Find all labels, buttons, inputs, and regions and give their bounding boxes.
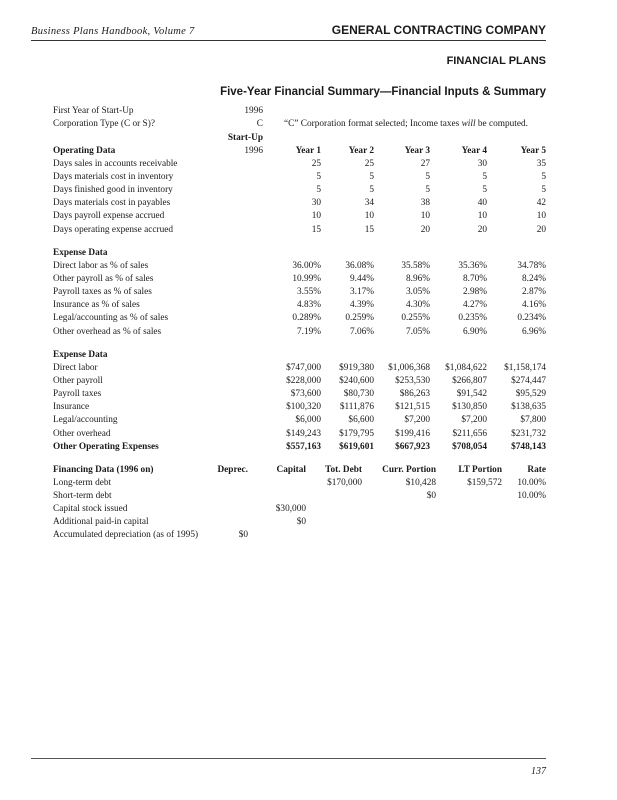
- row-value: 8.96%: [405, 274, 430, 285]
- row-value: $211,656: [452, 428, 487, 439]
- row-label: Direct labor as % of sales: [53, 261, 149, 271]
- financing-capital-value: $30,000: [275, 504, 306, 515]
- startup-year: 1996: [244, 146, 263, 156]
- row-value: $111,876: [339, 402, 374, 413]
- row-label: Other overhead as % of sales: [53, 326, 162, 337]
- row-value: $231,732: [511, 428, 546, 439]
- total-value: $619,601: [339, 441, 374, 452]
- row-value: 3.55%: [296, 287, 321, 298]
- year-header: Year 5: [520, 146, 546, 156]
- row-value: 0.235%: [458, 313, 487, 324]
- row-value: 30: [477, 159, 487, 169]
- row-value: $130,850: [452, 402, 487, 413]
- row-value: $95,529: [515, 389, 546, 400]
- deprec-header: Deprec.: [217, 465, 248, 475]
- row-value: 4.39%: [349, 300, 374, 311]
- row-label: Payroll taxes as % of sales: [53, 287, 152, 298]
- row-value: 25: [364, 159, 374, 169]
- row-value: 35: [536, 159, 546, 169]
- row-value: 10: [364, 211, 374, 222]
- row-value: $747,000: [286, 363, 321, 373]
- rate-header: Rate: [527, 465, 546, 475]
- row-value: 3.17%: [349, 287, 374, 298]
- row-value: 15: [311, 224, 321, 235]
- financing-curr-portion-value: $0: [426, 491, 436, 502]
- row-value: 0.255%: [401, 313, 430, 324]
- row-value: 5: [482, 172, 487, 183]
- row-value: 2.98%: [462, 287, 487, 298]
- row-value: $80,730: [343, 389, 374, 400]
- row-value: 7.05%: [405, 326, 430, 337]
- row-label: Days materials cost in inventory: [53, 172, 174, 183]
- row-value: 4.83%: [296, 300, 321, 311]
- section-title: FINANCIAL PLANS: [446, 55, 546, 67]
- row-label: Other payroll as % of sales: [53, 274, 154, 285]
- row-label: Days materials cost in payables: [53, 198, 171, 209]
- row-value: 4.30%: [405, 300, 430, 311]
- expense-pct-title: Expense Data: [53, 248, 108, 258]
- row-value: $6,000: [295, 415, 321, 426]
- row-value: $1,158,174: [504, 363, 546, 373]
- row-value: $253,530: [395, 376, 430, 387]
- row-value: $138,635: [511, 402, 546, 413]
- row-value: 34: [364, 198, 374, 209]
- row-value: 10: [420, 211, 430, 222]
- year-header: Year 2: [348, 146, 374, 156]
- financing-rate-value: 10.00%: [517, 478, 546, 488]
- total-label: Other Operating Expenses: [53, 441, 159, 452]
- row-value: 9.44%: [349, 274, 374, 285]
- financing-tot-debt-value: $170,000: [327, 478, 362, 488]
- row-value: 30: [311, 198, 321, 209]
- row-value: $1,006,368: [388, 363, 430, 373]
- total-value: $557,163: [286, 441, 321, 452]
- row-value: $919,380: [339, 363, 374, 373]
- row-value: $149,243: [286, 428, 321, 439]
- row-value: 40: [477, 198, 487, 209]
- corp-note-pre: “C” Corporation format selected; Income taxes: [284, 119, 462, 129]
- financing-deprec-value: $0: [238, 530, 248, 541]
- row-value: 7.19%: [296, 326, 321, 337]
- row-value: 8.24%: [521, 274, 546, 285]
- row-value: $121,515: [395, 402, 430, 413]
- row-value: 5: [316, 185, 321, 196]
- row-value: 5: [425, 172, 430, 183]
- row-label: Days payroll expense accrued: [53, 211, 165, 222]
- row-label: Legal/accounting: [53, 415, 118, 426]
- row-value: 25: [311, 159, 321, 169]
- row-value: $73,600: [290, 389, 321, 400]
- row-value: 2.87%: [521, 287, 546, 298]
- row-value: 20: [477, 224, 487, 235]
- corp-type-value: C: [256, 119, 263, 129]
- row-value: 10: [477, 211, 487, 222]
- corp-note: [284, 119, 528, 130]
- row-label: Legal/accounting as % of sales: [53, 313, 169, 324]
- row-value: 5: [425, 185, 430, 196]
- row-value: 8.70%: [462, 274, 487, 285]
- row-value: $7,200: [404, 415, 430, 426]
- header-rule: [31, 40, 546, 41]
- row-value: 0.234%: [517, 313, 546, 324]
- row-value: 35.36%: [458, 261, 487, 271]
- row-value: 7.06%: [349, 326, 374, 337]
- row-value: 10: [536, 211, 546, 222]
- row-value: $7,200: [461, 415, 487, 426]
- row-value: 0.289%: [292, 313, 321, 324]
- book-title: Business Plans Handbook, Volume 7: [31, 26, 195, 37]
- row-value: $199,416: [395, 428, 430, 439]
- row-value: 5: [369, 185, 374, 196]
- corp-note-em: will: [461, 119, 476, 129]
- tot-debt-header: Tot. Debt: [325, 465, 362, 475]
- row-value: $1,084,622: [445, 363, 487, 373]
- financing-row-label: Additional paid-in capital: [53, 517, 149, 528]
- financing-row-label: Accumulated depreciation (as of 1995): [53, 530, 199, 541]
- row-value: $228,000: [286, 376, 321, 387]
- row-value: 5: [369, 172, 374, 183]
- row-value: 36.00%: [292, 261, 321, 271]
- row-label: Other payroll: [53, 376, 103, 387]
- row-value: 6.90%: [462, 326, 487, 337]
- row-value: 0.259%: [345, 313, 374, 324]
- row-value: $86,263: [399, 389, 430, 400]
- row-label: Insurance: [53, 402, 90, 413]
- row-value: 5: [482, 185, 487, 196]
- row-value: 6.96%: [521, 326, 546, 337]
- year-header: Year 4: [461, 146, 487, 156]
- row-value: $91,542: [456, 389, 487, 400]
- total-value: $708,054: [452, 441, 487, 452]
- financing-curr-portion-value: $10,428: [405, 478, 436, 488]
- page-number: 137: [531, 766, 546, 777]
- curr-portion-header: Curr. Portion: [382, 465, 436, 475]
- row-value: $6,600: [348, 415, 374, 426]
- first-year-label: First Year of Start-Up: [53, 106, 134, 116]
- financing-capital-value: $0: [296, 517, 306, 528]
- row-value: 36.08%: [345, 261, 374, 271]
- row-value: 20: [536, 224, 546, 235]
- row-value: $7,800: [520, 415, 546, 426]
- lt-portion-header: LT Portion: [458, 465, 502, 475]
- row-label: Days finished good in inventory: [53, 185, 173, 196]
- row-value: $100,320: [286, 402, 321, 413]
- capital-header: Capital: [276, 465, 306, 475]
- financing-lt-portion-value: $159,572: [467, 478, 502, 488]
- financing-title: Financing Data (1996 on): [53, 465, 154, 475]
- total-value: $667,923: [395, 441, 430, 452]
- row-value: 10.99%: [292, 274, 321, 285]
- row-value: 35.58%: [401, 261, 430, 271]
- row-value: $240,600: [339, 376, 374, 387]
- financing-row-label: Short-term debt: [53, 491, 112, 502]
- row-label: Days operating expense accrued: [53, 224, 174, 235]
- financing-row-label: Long-term debt: [53, 478, 112, 488]
- footer-rule: [31, 758, 546, 759]
- company-name: GENERAL CONTRACTING COMPANY: [331, 23, 546, 37]
- year-header: Year 3: [404, 146, 430, 156]
- row-value: 5: [541, 185, 546, 196]
- page-title: Five-Year Financial Summary—Financial Inputs & Summary: [220, 86, 546, 98]
- operating-data-title: Operating Data: [53, 146, 116, 156]
- row-value: $266,807: [452, 376, 487, 387]
- year-header: Year 1: [295, 146, 321, 156]
- financing-rate-value: 10.00%: [517, 491, 546, 502]
- row-value: 4.16%: [521, 300, 546, 311]
- total-value: $748,143: [511, 441, 546, 452]
- row-value: $179,795: [339, 428, 374, 439]
- row-value: 5: [541, 172, 546, 183]
- startup-column-header: Start-Up: [227, 133, 263, 143]
- row-value: 27: [420, 159, 430, 169]
- row-value: 42: [536, 198, 546, 209]
- corp-note-post: be computed.: [475, 119, 528, 129]
- row-value: 5: [316, 172, 321, 183]
- row-label: Other overhead: [53, 428, 111, 439]
- first-year-value: 1996: [244, 106, 263, 116]
- expense-amt-title: Expense Data: [53, 350, 108, 360]
- row-value: 20: [420, 224, 430, 235]
- row-label: Payroll taxes: [53, 389, 102, 400]
- row-label: Insurance as % of sales: [53, 300, 140, 311]
- row-label: Days sales in accounts receivable: [53, 159, 178, 169]
- row-value: 34.78%: [517, 261, 546, 271]
- row-value: 15: [364, 224, 374, 235]
- row-value: 3.05%: [405, 287, 430, 298]
- corp-type-label: Corporation Type (C or S)?: [53, 119, 155, 129]
- row-value: $274,447: [511, 376, 546, 387]
- row-value: 10: [311, 211, 321, 222]
- row-label: Direct labor: [53, 363, 98, 373]
- financing-row-label: Capital stock issued: [53, 504, 128, 515]
- row-value: 38: [420, 198, 430, 209]
- row-value: 4.27%: [462, 300, 487, 311]
